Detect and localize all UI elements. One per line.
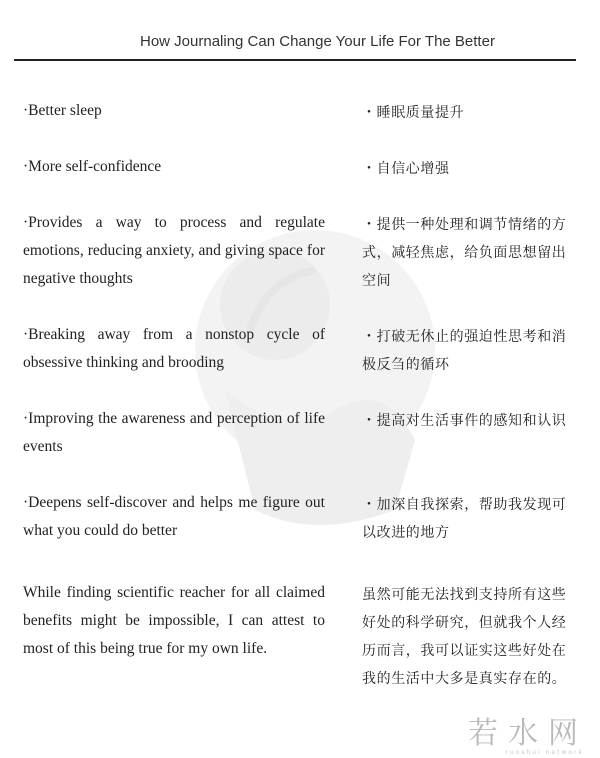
closing-paragraph-en: While finding scientific reacher for all claimed benefits might be impossible, I can attest to most of this being true for my own life. xyxy=(23,584,325,657)
page-title: How Journaling Can Change Your Life For The Better xyxy=(140,33,495,50)
closing-paragraph-zh: 虽然可能无法找到支持所有这些好处的科学研究，但就我个人经历而言，我可以证实这些好处在我的生活中大多是真实存在的。 xyxy=(362,587,567,687)
benefit-en-3: ·Provides a way to process and regulate emotions, reducing anxiety, and giving space for negative thoughts xyxy=(23,214,325,287)
site-watermark xyxy=(438,708,588,756)
benefit-zh-4: ・打破无休止的强迫性思考和消极反刍的循环 xyxy=(362,329,567,373)
benefit-zh-1: ・睡眠质量提升 xyxy=(362,105,465,121)
benefit-zh-5: ・提高对生活事件的感知和认识 xyxy=(362,413,567,429)
header-divider xyxy=(14,59,576,61)
benefit-en-6: ·Deepens self-discover and helps me figure out what you could do better xyxy=(23,494,325,539)
benefit-en-5: ·Improving the awareness and perception of life events xyxy=(23,410,325,455)
watermark-subtext: ruoshui network xyxy=(505,749,584,756)
page-header xyxy=(0,0,600,61)
benefit-en-1: ·Better sleep xyxy=(23,102,102,119)
benefit-en-2: ·More self-confidence xyxy=(23,158,162,175)
watermark-logo-text: 若水网 xyxy=(468,716,588,751)
benefit-en-4: ·Breaking away from a nonstop cycle of obsessive thinking and brooding xyxy=(23,326,325,371)
benefit-zh-2: ・自信心增强 xyxy=(362,161,450,177)
benefit-zh-3: ・提供一种处理和调节情绪的方式，减轻焦虑，给负面思想留出空间 xyxy=(362,217,567,289)
benefit-zh-6: ・加深自我探索，帮助我发现可以改进的地方 xyxy=(362,497,567,541)
